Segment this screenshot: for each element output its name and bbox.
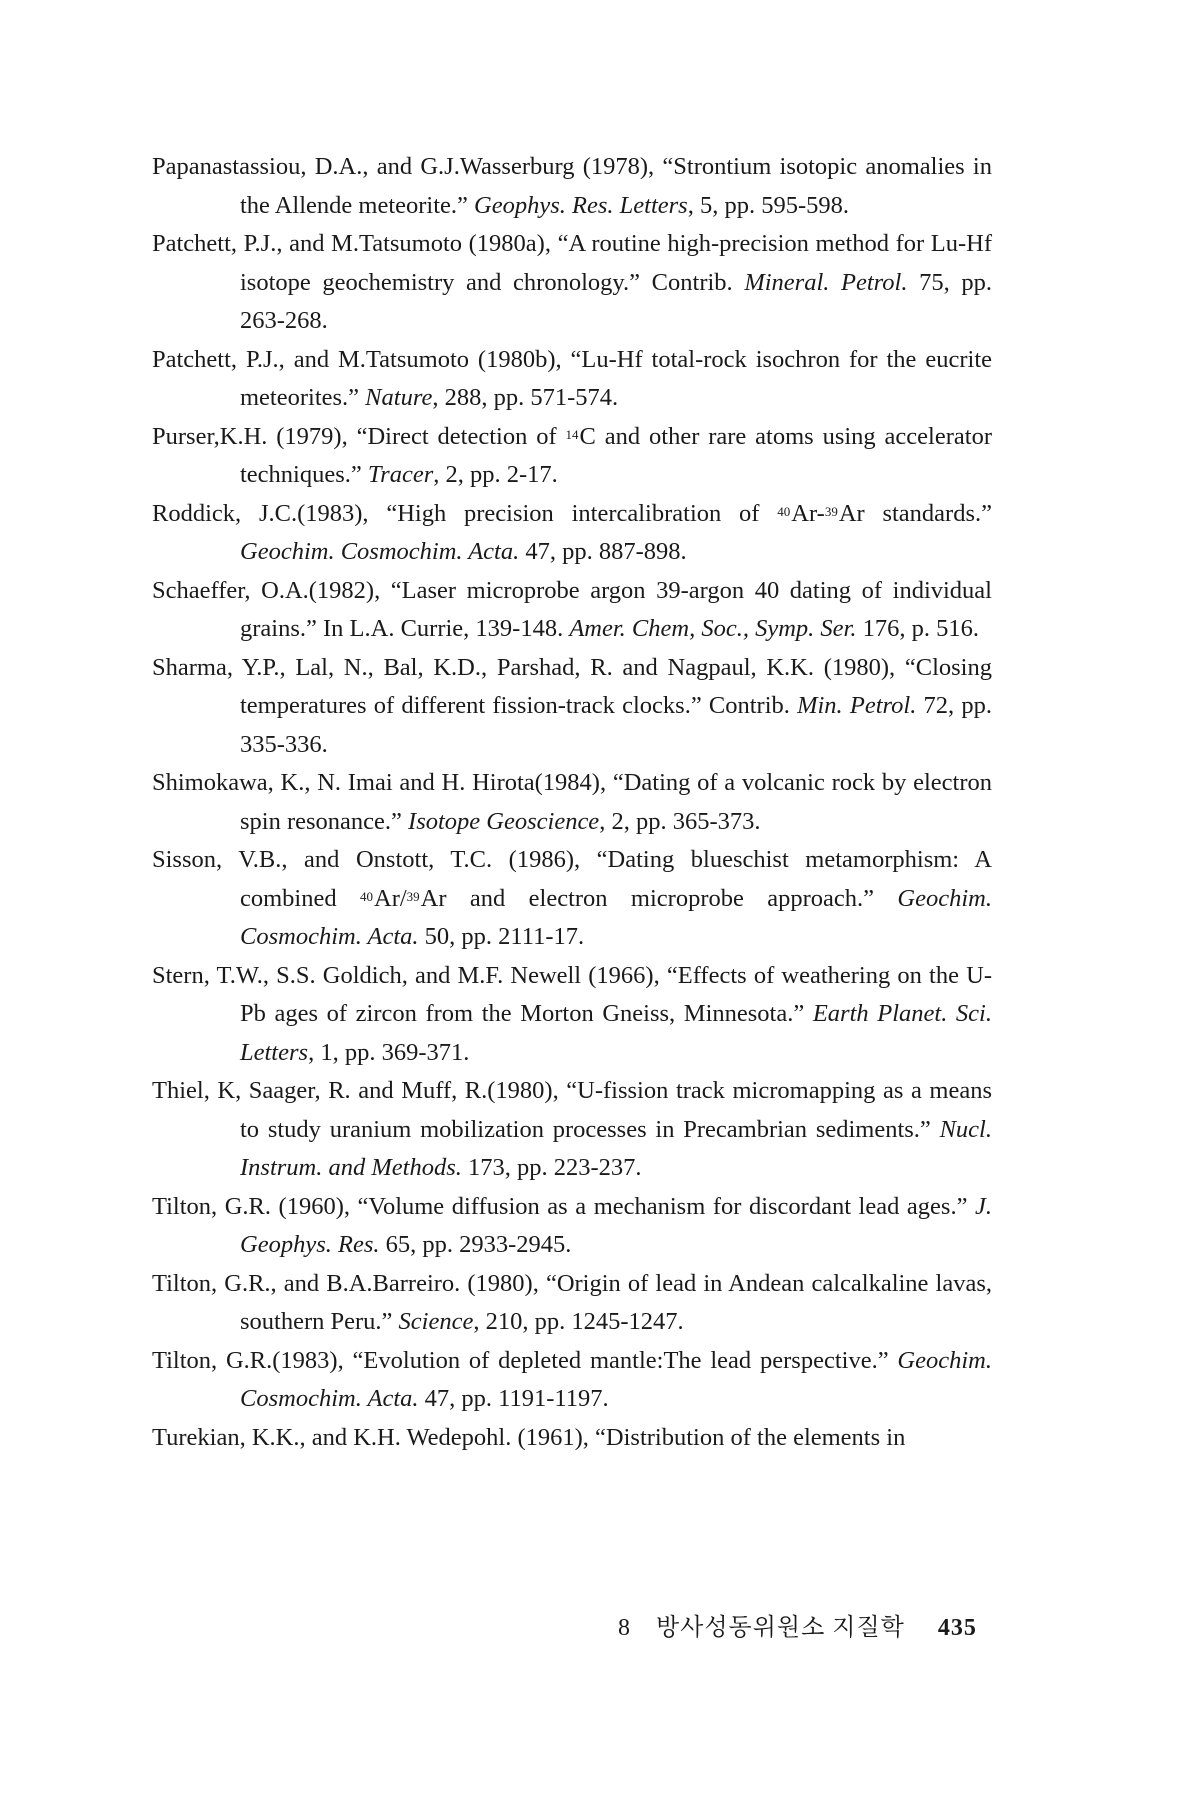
reference-text: 47, pp. 1191-1197.	[418, 1385, 609, 1412]
reference-text: , 288, pp. 571-574.	[432, 384, 619, 411]
reference-text: 65, pp. 2933-2945.	[379, 1231, 572, 1258]
page-number: 435	[937, 1615, 977, 1641]
journal-title: Nature	[365, 384, 433, 411]
reference-entry	[152, 649, 992, 765]
reference-text: C and other rare atoms using accelerator techniques.”	[240, 422, 992, 488]
page-footer	[618, 1607, 995, 1642]
reference-text: Purser,K.H. (1979), “Direct detection of	[152, 422, 566, 450]
journal-title: Mineral. Petrol.	[744, 268, 908, 296]
journal-title: Geochim. Cosmochim. Acta.	[240, 538, 520, 565]
reference-text: Tilton, G.R., and B.A.Barreiro. (1980), “Origin of lead in Andean calcalkaline lavas, southern Peru.”	[152, 1269, 992, 1335]
reference-text: Shimokawa, K., N. Imai and H. Hirota(1984), “Dating of a volcanic rock by electron spin resonance.”	[152, 769, 992, 835]
reference-text: 72, pp. 335-336.	[240, 692, 992, 758]
reference-text: Schaeffer, O.A.(1982), “Laser microprobe argon 39-argon 40 dating of individual grains.” In L.A. Currie, 139-148.	[152, 576, 992, 642]
reference-text: Roddick, J.C.(1983), “High precision intercalibration of	[152, 499, 778, 527]
reference-text: , 2, pp. 2-17.	[433, 461, 558, 488]
reference-text: 176, p. 516.	[856, 615, 979, 642]
reference-text: Stern, T.W., S.S. Goldich, and M.F. Newell (1966), “Effects of weathering on the U-Pb ages of zircon from the Morton Gneiss, Minnesota.”	[152, 961, 992, 1027]
journal-title: Min. Petrol.	[797, 692, 917, 719]
isotope-superscript: 14	[565, 426, 579, 442]
chapter-title: 방사성동위원소 지질학	[656, 1615, 905, 1641]
reference-text: 50, pp. 2111-17.	[418, 923, 585, 950]
reference-entry	[152, 1188, 992, 1265]
reference-entry	[152, 1342, 992, 1419]
journal-title: Science	[398, 1308, 474, 1335]
chapter-number: 8	[618, 1615, 631, 1641]
reference-entry	[152, 1072, 992, 1188]
reference-entry	[152, 572, 992, 649]
journal-title: Tracer	[367, 461, 434, 488]
journal-title: Isotope Geoscience	[408, 807, 600, 835]
journal-title: Geochim. Cosmochim. Acta.	[240, 1346, 992, 1412]
isotope-superscript: 40	[360, 888, 373, 904]
reference-text: 75, pp. 263-268.	[240, 268, 993, 334]
reference-text: Patchett, P.J., and M.Tatsumoto (1980b), “Lu-Hf total-rock isochron for the eucrite meteorites.”	[152, 345, 992, 411]
reference-entry	[152, 148, 992, 225]
reference-text: , 5, pp. 595-598.	[687, 191, 849, 219]
journal-title: Earth Planet. Sci. Letters	[240, 1000, 992, 1066]
reference-text: Sisson, V.B., and Onstott, T.C. (1986), “Dating blueschist metamorphism: A combined	[152, 846, 992, 912]
reference-text: Ar-	[791, 499, 825, 527]
reference-text: Tilton, G.R. (1960), “Volume diffusion as a mechanism for discordant lead ages.”	[152, 1192, 975, 1220]
reference-text: Patchett, P.J., and M.Tatsumoto (1980a), “A routine high-precision method for Lu-Hf isotope geochemistry and chronology.” Contrib.	[152, 230, 992, 296]
reference-text: Sharma, Y.P., Lal, N., Bal, K.D., Parshad, R. and Nagpaul, K.K. (1980), “Closing temperatures of different fission-track clocks.” Contrib.	[152, 653, 992, 719]
isotope-superscript: 40	[777, 503, 791, 519]
reference-text: , 1, pp. 369-371.	[308, 1038, 470, 1066]
isotope-superscript: 39	[824, 503, 838, 519]
reference-text: Papanastassiou, D.A., and G.J.Wasserburg (1978), “Strontium isotopic anomalies in the Allende meteorite.”	[152, 153, 992, 219]
reference-text: Tilton, G.R.(1983), “Evolution of depleted mantle:The lead perspective.”	[152, 1346, 898, 1374]
journal-title: Amer. Chem, Soc., Symp. Ser.	[569, 615, 857, 642]
isotope-superscript: 39	[406, 888, 420, 904]
reference-text: 173, pp. 223-237.	[461, 1154, 642, 1181]
journal-title: J. Geophys. Res.	[240, 1192, 992, 1258]
reference-text: Turekian, K.K., and K.H. Wedepohl. (1961), “Distribution of the elements in	[152, 1423, 906, 1451]
journal-title: Nucl. Instrum. and Methods.	[240, 1115, 992, 1181]
reference-text: 47, pp. 887-898.	[519, 538, 687, 565]
reference-entry	[152, 764, 992, 841]
reference-entry	[152, 495, 992, 572]
reference-text: , 2, pp. 365-373.	[599, 807, 761, 835]
reference-entry	[152, 1265, 992, 1342]
reference-text: Ar and electron microprobe approach.”	[420, 884, 898, 912]
journal-title: Geochim. Cosmochim. Acta.	[240, 884, 992, 950]
reference-text: Ar standards.”	[838, 499, 992, 527]
reference-entry	[152, 1419, 992, 1458]
reference-entry	[152, 418, 992, 495]
reference-text: Thiel, K, Saager, R. and Muff, R.(1980), “U-fission track micromapping as a means to study uranium mobilization processes in Precambrian sediments.”	[152, 1077, 992, 1143]
reference-list	[152, 148, 992, 1457]
reference-entry	[152, 225, 992, 341]
reference-entry	[152, 957, 992, 1073]
reference-text: , 210, pp. 1245-1247.	[473, 1308, 684, 1335]
reference-entry	[152, 841, 992, 957]
reference-entry	[152, 341, 992, 418]
reference-text: Ar/	[374, 884, 407, 912]
journal-title: Geophys. Res. Letters	[474, 191, 688, 219]
